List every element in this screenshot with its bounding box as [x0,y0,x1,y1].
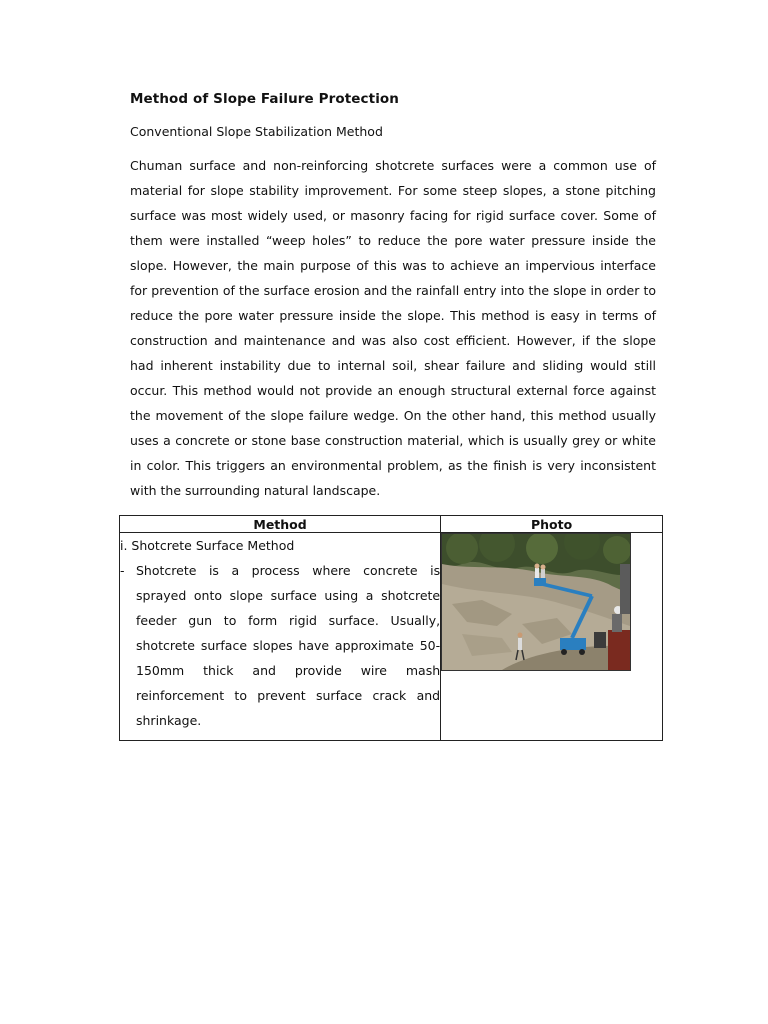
photo-cell [441,533,663,741]
table-header-row [120,516,663,533]
method-column-header: Method [120,516,441,533]
method-description [120,558,440,733]
body-paragraph: Chuman surface and non-reinforcing shotcrete surfaces were a common use of material for slope stability improvement. For some steep slopes, a stone pitching surface was most widely used, or masonry facing for rigid surface cover. Some of them were installed “weep holes” to reduce the pore water pressure inside the slope. However, the main purpose of this was to achieve an impervious interface for prevention of the surface erosion and the rainfall entry into the slope in order to reduce the pore water pressure inside the slope. This method is easy in terms of construction and maintenance and was also cost efficient. However, if the slope had inherent instability due to internal soil, shear failure and sliding would still occur. This method would not provide an enough structural external force against the movement of the slope failure wedge. On the other hand, this method usually uses a concrete or stone base construction material, which is usually grey or white in color. This triggers an environmental problem, as the finish is very inconsistent with the surrounding natural landscape. [130,158,656,498]
page-title: Method of Slope Failure Protection [130,91,400,107]
method-body-text: Shotcrete is a process where concrete is sprayed onto slope surface using a shotcrete feeder gun to form rigid surface. Usually, shotcrete surface slopes have approximate 50-150mm thick and provide wire mash reinforcement to prevent surface crack and shrinkage. [136,563,441,728]
section-subtitle: Conventional Slope Stabilization Method [130,124,383,139]
shotcrete-slope-photo [441,533,631,671]
method-cell [120,533,441,741]
bullet-dash: - [120,563,125,578]
photo-column-header: Photo [441,516,663,533]
table-row [120,533,663,741]
method-title: i. Shotcrete Surface Method [120,538,295,553]
methods-table [119,515,663,741]
